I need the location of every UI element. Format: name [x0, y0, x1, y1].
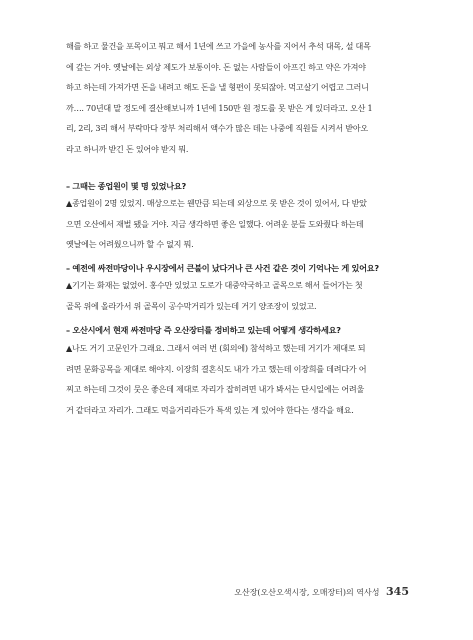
intro-line: 까…. 70년대 말 정도에 결산해보니까 1년에 150만 원 정도를 못 받은 게 있더라고. 오산 1 [66, 102, 373, 113]
question-heading: – 예전에 싸전마당이나 우시장에서 큰불이 났다거나 큰 사건 같은 것이 기억나는 게 있어요? [66, 263, 379, 273]
answer-line: 옛날에는 어려웠으니까 할 수 없지 뭐. [66, 239, 194, 250]
intro-line: 해를 하고 물건을 포목이고 뭐고 해서 1년에 쓰고 가을에 농사를 지어서 추석 대목, 설 대목 [66, 41, 371, 51]
answer-line: 찌고 하는데 그것이 뭇은 좋은데 제대로 자리가 잡히려면 내가 봐서는 단시일에는 어려울 [66, 384, 365, 395]
question-heading: – 오산시에서 현재 싸전마당 즉 오산장터를 정비하고 있는데 어떻게 생각하세요? [66, 325, 341, 335]
answer-line: ▲나도 거기 고문인가 그래요. 그래서 여러 번 (회의에) 참석하고 했는데 거기가 제대로 되 [66, 343, 366, 353]
answer-line: 으면 오산에서 재벌 됐을 거야. 지금 생각하면 좋은 일했다. 어려운 분들 도와줬다 하는데 [66, 218, 364, 229]
answer-line: ▲기기는 화재는 없었어. 홍수만 있었고 도로가 대중약국하고 골목으로 해서 들어가는 첫 [66, 280, 363, 290]
page-footer [234, 585, 409, 598]
intro-line: 리, 2리, 3리 해서 부락마다 장부 처리해서 액수가 많은 데는 나중에 직원들 시켜서 받아오 [66, 123, 368, 134]
answer-line: 려면 문화공목을 제대로 해야지. 이장희 결혼식도 내가 가고 했는데 이장희를 데려다가 어 [66, 363, 367, 374]
intro-paragraph [66, 36, 406, 160]
answer-line: 거 같더라고 자리가. 그래도 먹을거리라든가 특색 있는 게 있어야 한다는 생각을 해요. [66, 404, 354, 415]
running-title: 오산장(오산오색시장, 오매장터)의 역사성 [234, 588, 380, 597]
question-heading: – 그때는 종업원이 몇 명 있었나요? [66, 181, 186, 191]
answer-line: 골목 위에 올라가서 위 골목이 공수막거리가 있는데 거기 양조장이 있었고. [66, 300, 317, 311]
answer-paragraph [66, 275, 406, 316]
answer-paragraph [66, 193, 406, 255]
intro-line: 라고 하니까 받긴 돈 있어야 받지 뭐. [66, 143, 189, 154]
answer-paragraph [66, 338, 406, 420]
intro-line: 하고 하는데 가져가면 돈을 내려고 해도 돈을 낼 형편이 못되잖아. 먹고살기 어렵고 그러니 [66, 82, 369, 93]
answer-line: ▲종업원이 2명 있었지. 매상으로는 웬만큼 되는데 외상으로 못 받은 것이 있어서, 다 받았 [66, 198, 367, 208]
intro-line: 에 갚는 거야. 옛날에는 외상 제도가 보통이야. 돈 없는 사람들이 아프긴 하고 약은 가져야 [66, 61, 366, 72]
page-number: 345 [386, 585, 409, 598]
